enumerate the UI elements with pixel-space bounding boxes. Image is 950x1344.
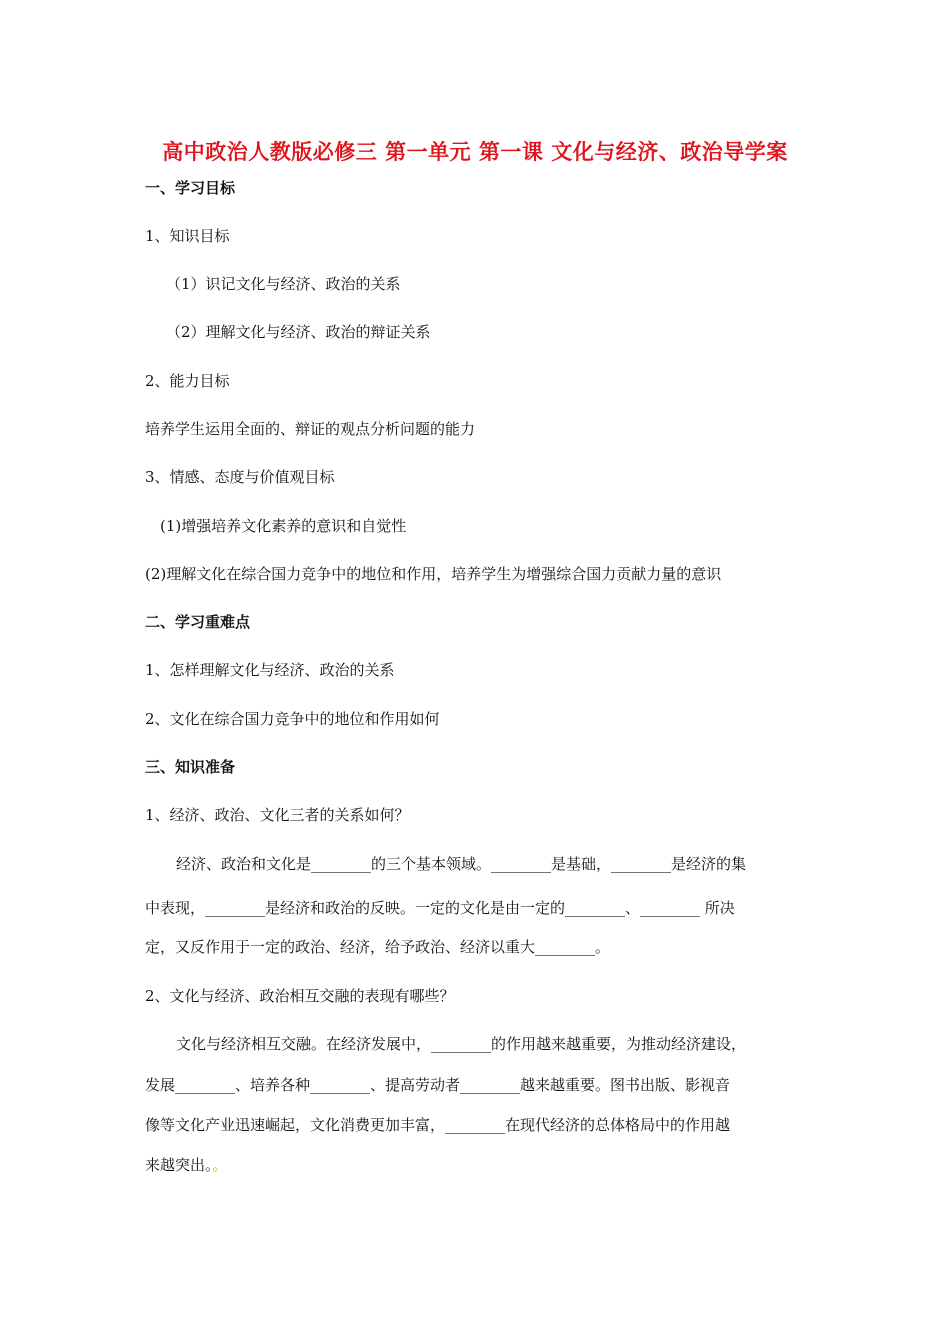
subheading-knowledge-goals: 1、知识目标 [145, 227, 230, 245]
key-point-item-1: 1、怎样理解文化与经济、政治的关系 [145, 661, 395, 679]
question-2: 2、文化与经济、政治相互交融的表现有哪些？ [145, 987, 455, 1005]
knowledge-goal-item-2: （2）理解文化与经济、政治的辩证关系 [166, 323, 431, 341]
subheading-emotion-goals: 3、情感、态度与价值观目标 [145, 468, 335, 486]
question-2-paragraph-line-1: 文化与经济相互交融。在经济发展中，________的作用越来越重要，为推动经济建设， [176, 1035, 747, 1053]
ability-goal-text: 培养学生运用全面的、辩证的观点分析问题的能力 [145, 420, 476, 438]
question-2-paragraph-line-4 [145, 1155, 228, 1175]
subheading-ability-goals: 2、能力目标 [145, 372, 230, 390]
editing-mark: 。 [212, 1156, 228, 1174]
question-2-paragraph-line-4-text: 来越突出。 [145, 1156, 213, 1174]
question-2-paragraph-line-2: 发展________、培养各种________、提高劳动者________越来越重要。图书出版、影视音 [145, 1076, 731, 1094]
question-1-paragraph-line-1: 经济、政治和文化是________的三个基本领域。________是基础，________是经济的集 [176, 855, 747, 873]
question-2-paragraph-line-3: 像等文化产业迅速崛起，文化消费更加丰富，________在现代经济的总体格局中的作用越 [145, 1116, 731, 1134]
section-heading-learning-goals: 一、学习目标 [145, 179, 236, 197]
question-1: 1、经济、政治、文化三者的关系如何？ [145, 806, 410, 824]
knowledge-goal-item-1: （1）识记文化与经济、政治的关系 [166, 275, 401, 293]
page-title: 高中政治人教版必修三 第一单元 第一课 文化与经济、政治导学案 [162, 140, 788, 164]
emotion-goal-item-2: (2)理解文化在综合国力竞争中的地位和作用，培养学生为增强综合国力贡献力量的意识 [145, 565, 722, 583]
question-1-paragraph-line-2: 中表现，________是经济和政治的反映。一定的文化是由一定的________、________ 所决 [145, 899, 735, 917]
key-point-item-2: 2、文化在综合国力竞争中的地位和作用如何 [145, 710, 440, 728]
emotion-goal-item-1: (1)增强培养文化素养的意识和自觉性 [160, 517, 407, 535]
question-1-paragraph-line-3: 定，又反作用于一定的政治、经济，给予政治、经济以重大________。 [145, 938, 611, 956]
section-heading-knowledge-prep: 三、知识准备 [145, 758, 236, 776]
section-heading-key-points: 二、学习重难点 [145, 613, 251, 631]
